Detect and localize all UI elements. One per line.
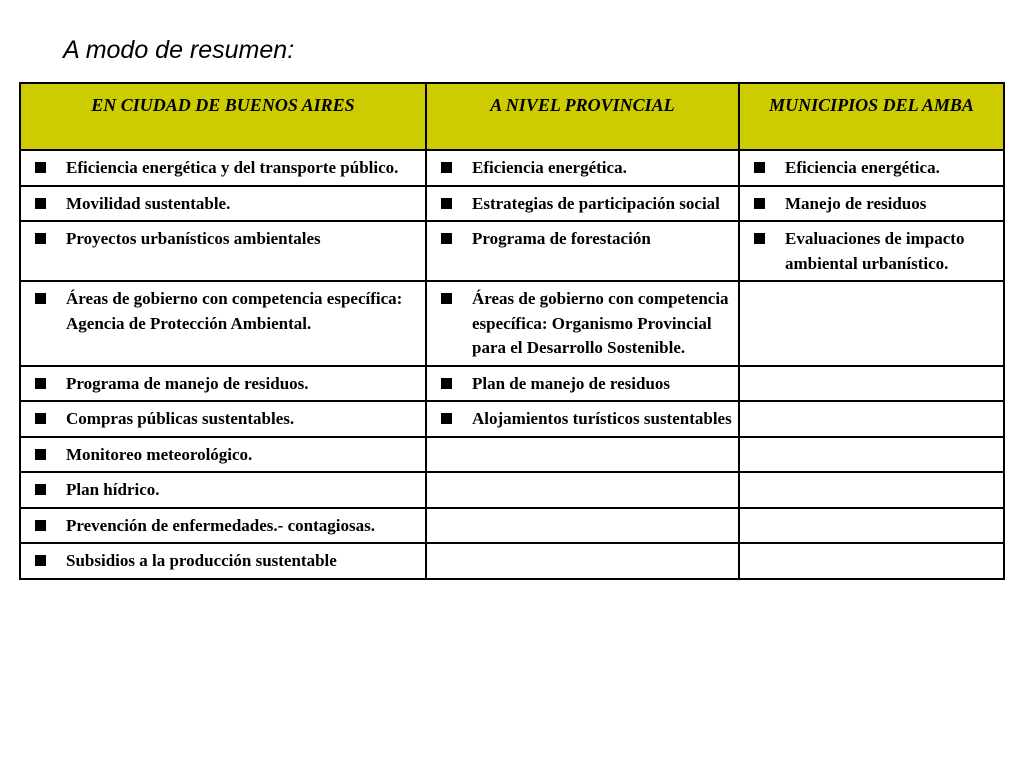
list-item-text: Plan hídrico. [66,480,160,499]
square-bullet-icon [441,293,452,304]
table-cell-provincial [426,221,739,281]
table-cell-municipios-amba [739,150,1004,186]
table-row [20,366,1004,402]
list-item-text: Estrategias de participación social [472,193,720,213]
list-item [431,287,734,361]
page-title: A modo de resumen: [63,36,295,64]
table-row [20,543,1004,579]
list-item-text: Evaluaciones de impacto ambiental urbanístico. [785,229,965,273]
list-item [25,287,421,336]
list-item [25,478,421,503]
list-item [431,407,734,432]
table-row [20,472,1004,508]
list-item-text: Áreas de gobierno con competencia específica: Organismo Provincial para el Desarrollo Sostenible. [472,289,729,357]
list-item-text: Eficiencia energética. [472,158,627,177]
list-item [25,192,421,217]
square-bullet-icon [441,198,452,209]
square-bullet-icon [441,162,452,173]
table-cell-municipios-amba [739,437,1004,473]
square-bullet-icon [35,520,46,531]
list-item-text: Programa de forestación [472,229,651,248]
list-item [25,156,421,181]
table-row [20,508,1004,544]
table-cell-buenos-aires [20,281,426,366]
table-cell-provincial [426,508,739,544]
table-cell-buenos-aires [20,366,426,402]
table-cell-buenos-aires [20,437,426,473]
list-item-text: Programa de manejo de residuos. [66,373,309,393]
table-cell-municipios-amba [739,366,1004,402]
table-row [20,221,1004,281]
table-cell-buenos-aires [20,150,426,186]
table-row [20,281,1004,366]
table-cell-municipios-amba [739,472,1004,508]
table-cell-provincial [426,401,739,437]
table-row [20,401,1004,437]
list-item-text: Prevención de enfermedades.- contagiosas. [66,515,375,535]
square-bullet-icon [35,413,46,424]
list-item [431,227,734,252]
table-cell-buenos-aires [20,186,426,222]
square-bullet-icon [35,484,46,495]
square-bullet-icon [441,413,452,424]
table-cell-municipios-amba [739,281,1004,366]
column-header-buenos-aires: EN CIUDAD DE BUENOS AIRES [20,83,426,150]
table-row [20,150,1004,186]
list-item [744,192,999,217]
list-item-text: Áreas de gobierno con competencia específica: Agencia de Protección Ambiental. [66,289,403,333]
table-cell-provincial [426,543,739,579]
table-row [20,437,1004,473]
list-item [744,227,999,276]
table-cell-buenos-aires [20,221,426,281]
table-cell-provincial [426,281,739,366]
table-cell-provincial [426,437,739,473]
table-cell-provincial [426,366,739,402]
list-item [431,192,734,217]
list-item-text: Movilidad sustentable. [66,193,231,213]
list-item [25,407,421,432]
table-cell-municipios-amba [739,401,1004,437]
table-cell-municipios-amba [739,186,1004,222]
column-header-municipios-amba: MUNICIPIOS DEL AMBA [739,83,1004,150]
list-item-text: Eficiencia energética. [785,158,940,177]
table-cell-provincial [426,472,739,508]
column-header-provincial: A NIVEL PROVINCIAL [426,83,739,150]
table-cell-municipios-amba [739,543,1004,579]
square-bullet-icon [754,233,765,244]
table-cell-provincial [426,150,739,186]
square-bullet-icon [35,293,46,304]
square-bullet-icon [35,555,46,566]
table-cell-buenos-aires [20,472,426,508]
list-item-text: Compras públicas sustentables. [66,409,295,428]
table-header-row [20,83,1004,150]
square-bullet-icon [35,378,46,389]
square-bullet-icon [35,233,46,244]
square-bullet-icon [35,449,46,460]
list-item [431,372,734,397]
list-item-text: Monitoreo meteorológico. [66,444,253,464]
list-item-text: Manejo de residuos [785,193,927,213]
table-cell-municipios-amba [739,508,1004,544]
square-bullet-icon [35,198,46,209]
table-cell-buenos-aires [20,508,426,544]
list-item-text: Alojamientos turísticos sustentables [472,409,732,428]
list-item [25,549,421,574]
table-cell-provincial [426,186,739,222]
square-bullet-icon [754,198,765,209]
list-item [25,227,421,252]
square-bullet-icon [441,233,452,244]
list-item-text: Plan de manejo de residuos [472,373,671,393]
square-bullet-icon [754,162,765,173]
list-item-text: Subsidios a la producción sustentable [66,551,337,570]
summary-table [19,82,1005,580]
table-cell-municipios-amba [739,221,1004,281]
list-item [25,372,421,397]
list-item [431,156,734,181]
list-item [25,443,421,468]
square-bullet-icon [35,162,46,173]
list-item-text: Eficiencia energética y del transporte público. [66,158,399,177]
list-item [25,514,421,539]
table-cell-buenos-aires [20,401,426,437]
table-cell-buenos-aires [20,543,426,579]
square-bullet-icon [441,378,452,389]
table-row [20,186,1004,222]
list-item-text: Proyectos urbanísticos ambientales [66,229,321,248]
list-item [744,156,999,181]
